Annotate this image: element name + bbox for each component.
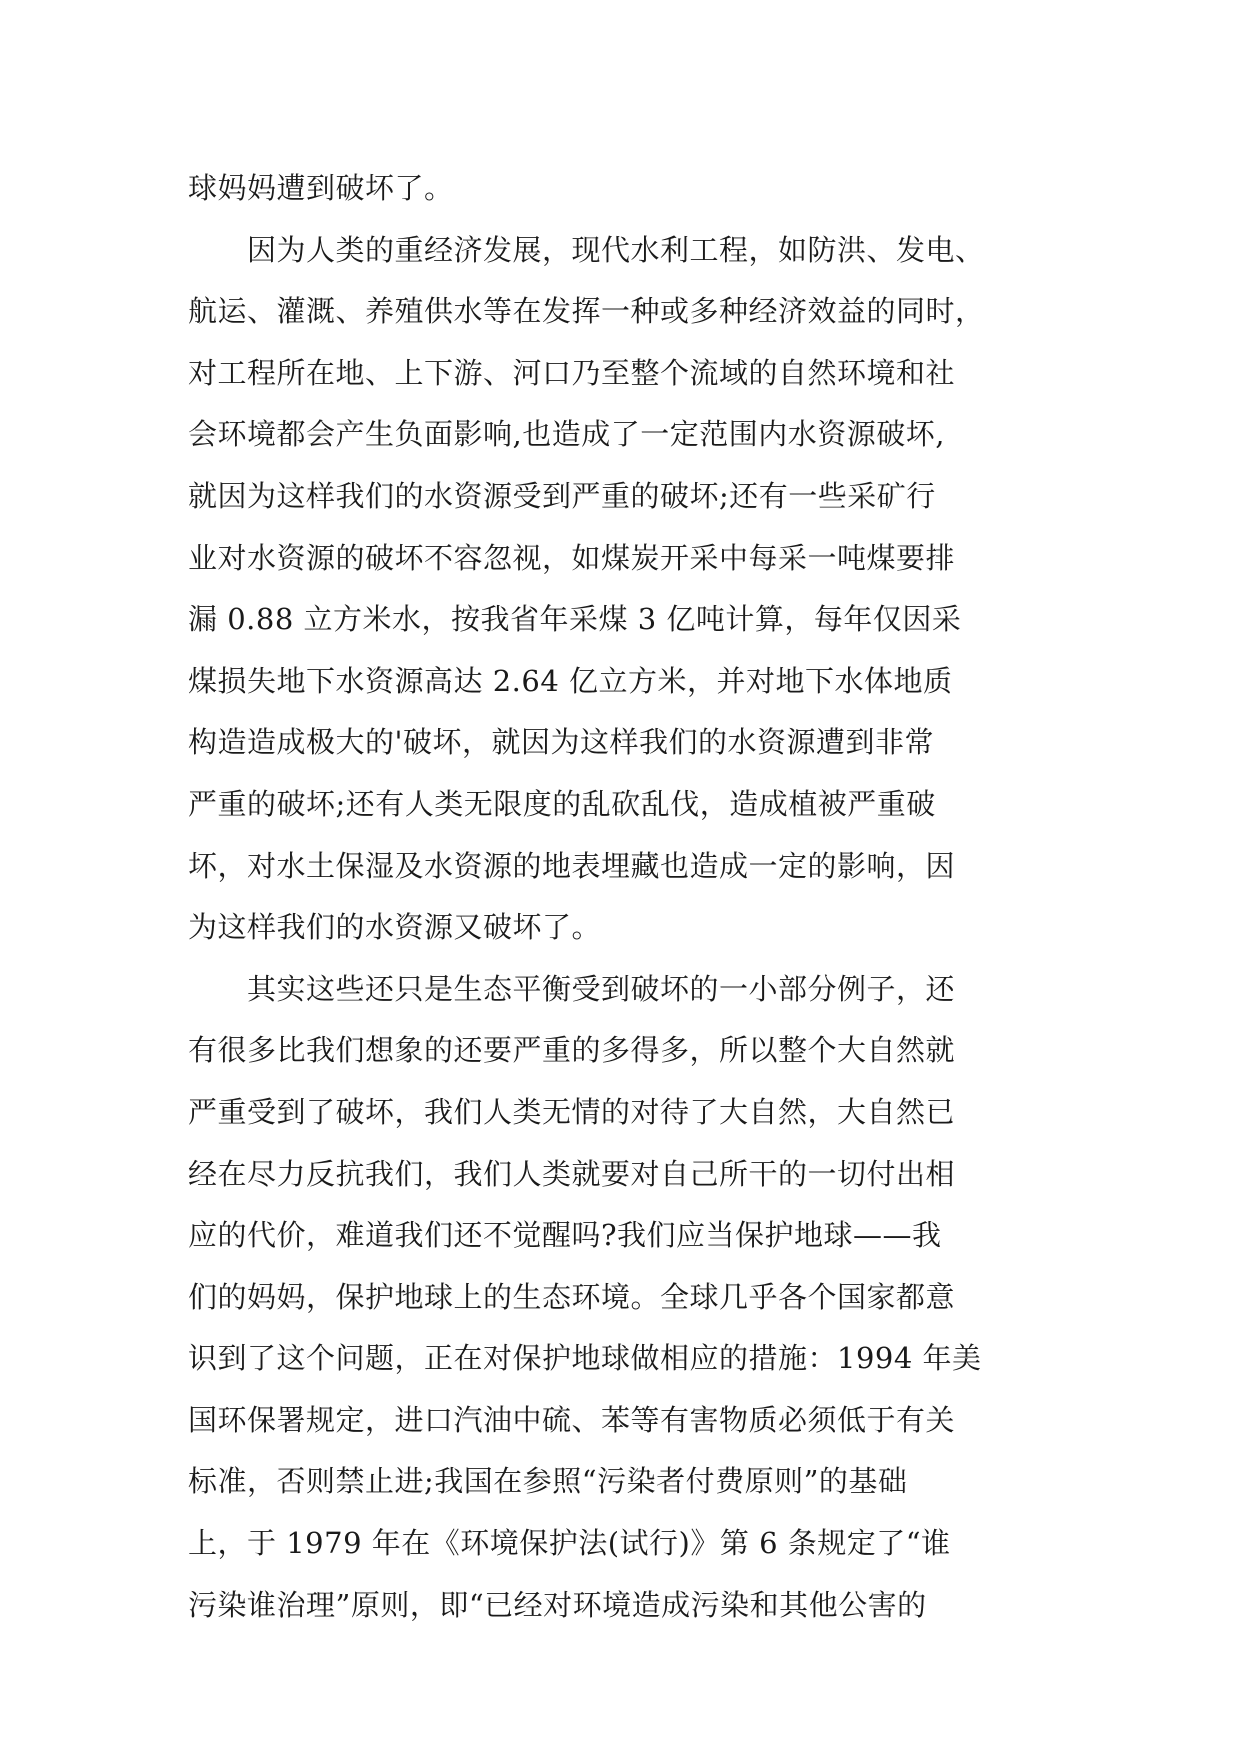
- text-line: 业对水资源的破坏不容忽视，如煤炭开采中每采一吨煤要排: [188, 540, 956, 575]
- text-line: 就因为这样我们的水资源受到严重的破坏;还有一些采矿行: [188, 478, 936, 513]
- text-line: 因为人类的重经济发展，现代水利工程，如防洪、发电、: [188, 232, 985, 267]
- text-line: 球妈妈遭到破坏了。: [188, 171, 454, 205]
- text-line: 上，于 1979 年在《环境保护法(试行)》第 6 条规定了“谁: [188, 1526, 951, 1561]
- body-text: [188, 158, 1058, 1636]
- text-line: 国环保署规定，进口汽油中硫、苯等有害物质必须低于有关: [188, 1402, 956, 1437]
- text-line: 坏，对水土保湿及水资源的地表埋藏也造成一定的影响，因: [188, 848, 956, 883]
- text-line: 标准，否则禁止进;我国在参照“污染者付费原则”的基础: [188, 1464, 908, 1499]
- text-line: 构造造成极大的'破坏，就因为这样我们的水资源遭到非常: [188, 725, 934, 760]
- text-line: 煤损失地下水资源高达 2.64 亿立方米，并对地下水体地质: [188, 663, 953, 698]
- text-line: 其实这些还只是生态平衡受到破坏的一小部分例子，还: [188, 971, 956, 1006]
- text-line: 航运、灌溉、养殖供水等在发挥一种或多种经济效益的同时，: [188, 294, 985, 329]
- text-line: 经在尽力反抗我们，我们人类就要对自己所干的一切付出相: [188, 1156, 956, 1191]
- text-line: 严重受到了破坏，我们人类无情的对待了大自然，大自然已: [188, 1094, 956, 1129]
- text-line: 为这样我们的水资源又破坏了。: [188, 910, 602, 945]
- text-line: 会环境都会产生负面影响,也造成了一定范围内水资源破坏,: [188, 417, 945, 452]
- text-line: 们的妈妈，保护地球上的生态环境。全球几乎各个国家都意: [188, 1279, 956, 1314]
- text-line: 污染谁治理”原则，即“已经对环境造成污染和其他公害的: [188, 1587, 927, 1622]
- text-line: 应的代价，难道我们还不觉醒吗?我们应当保护地球——我: [188, 1218, 942, 1253]
- text-line: 对工程所在地、上下游、河口乃至整个流域的自然环境和社: [188, 355, 956, 390]
- text-line: 识到了这个问题，正在对保护地球做相应的措施：1994 年美: [188, 1341, 982, 1376]
- text-line: 有很多比我们想象的还要严重的多得多，所以整个大自然就: [188, 1033, 956, 1068]
- text-line: 严重的破坏;还有人类无限度的乱砍乱伐，造成植被严重破: [188, 786, 936, 821]
- text-line: 漏 0.88 立方米水，按我省年采煤 3 亿吨计算，每年仅因采: [188, 602, 962, 637]
